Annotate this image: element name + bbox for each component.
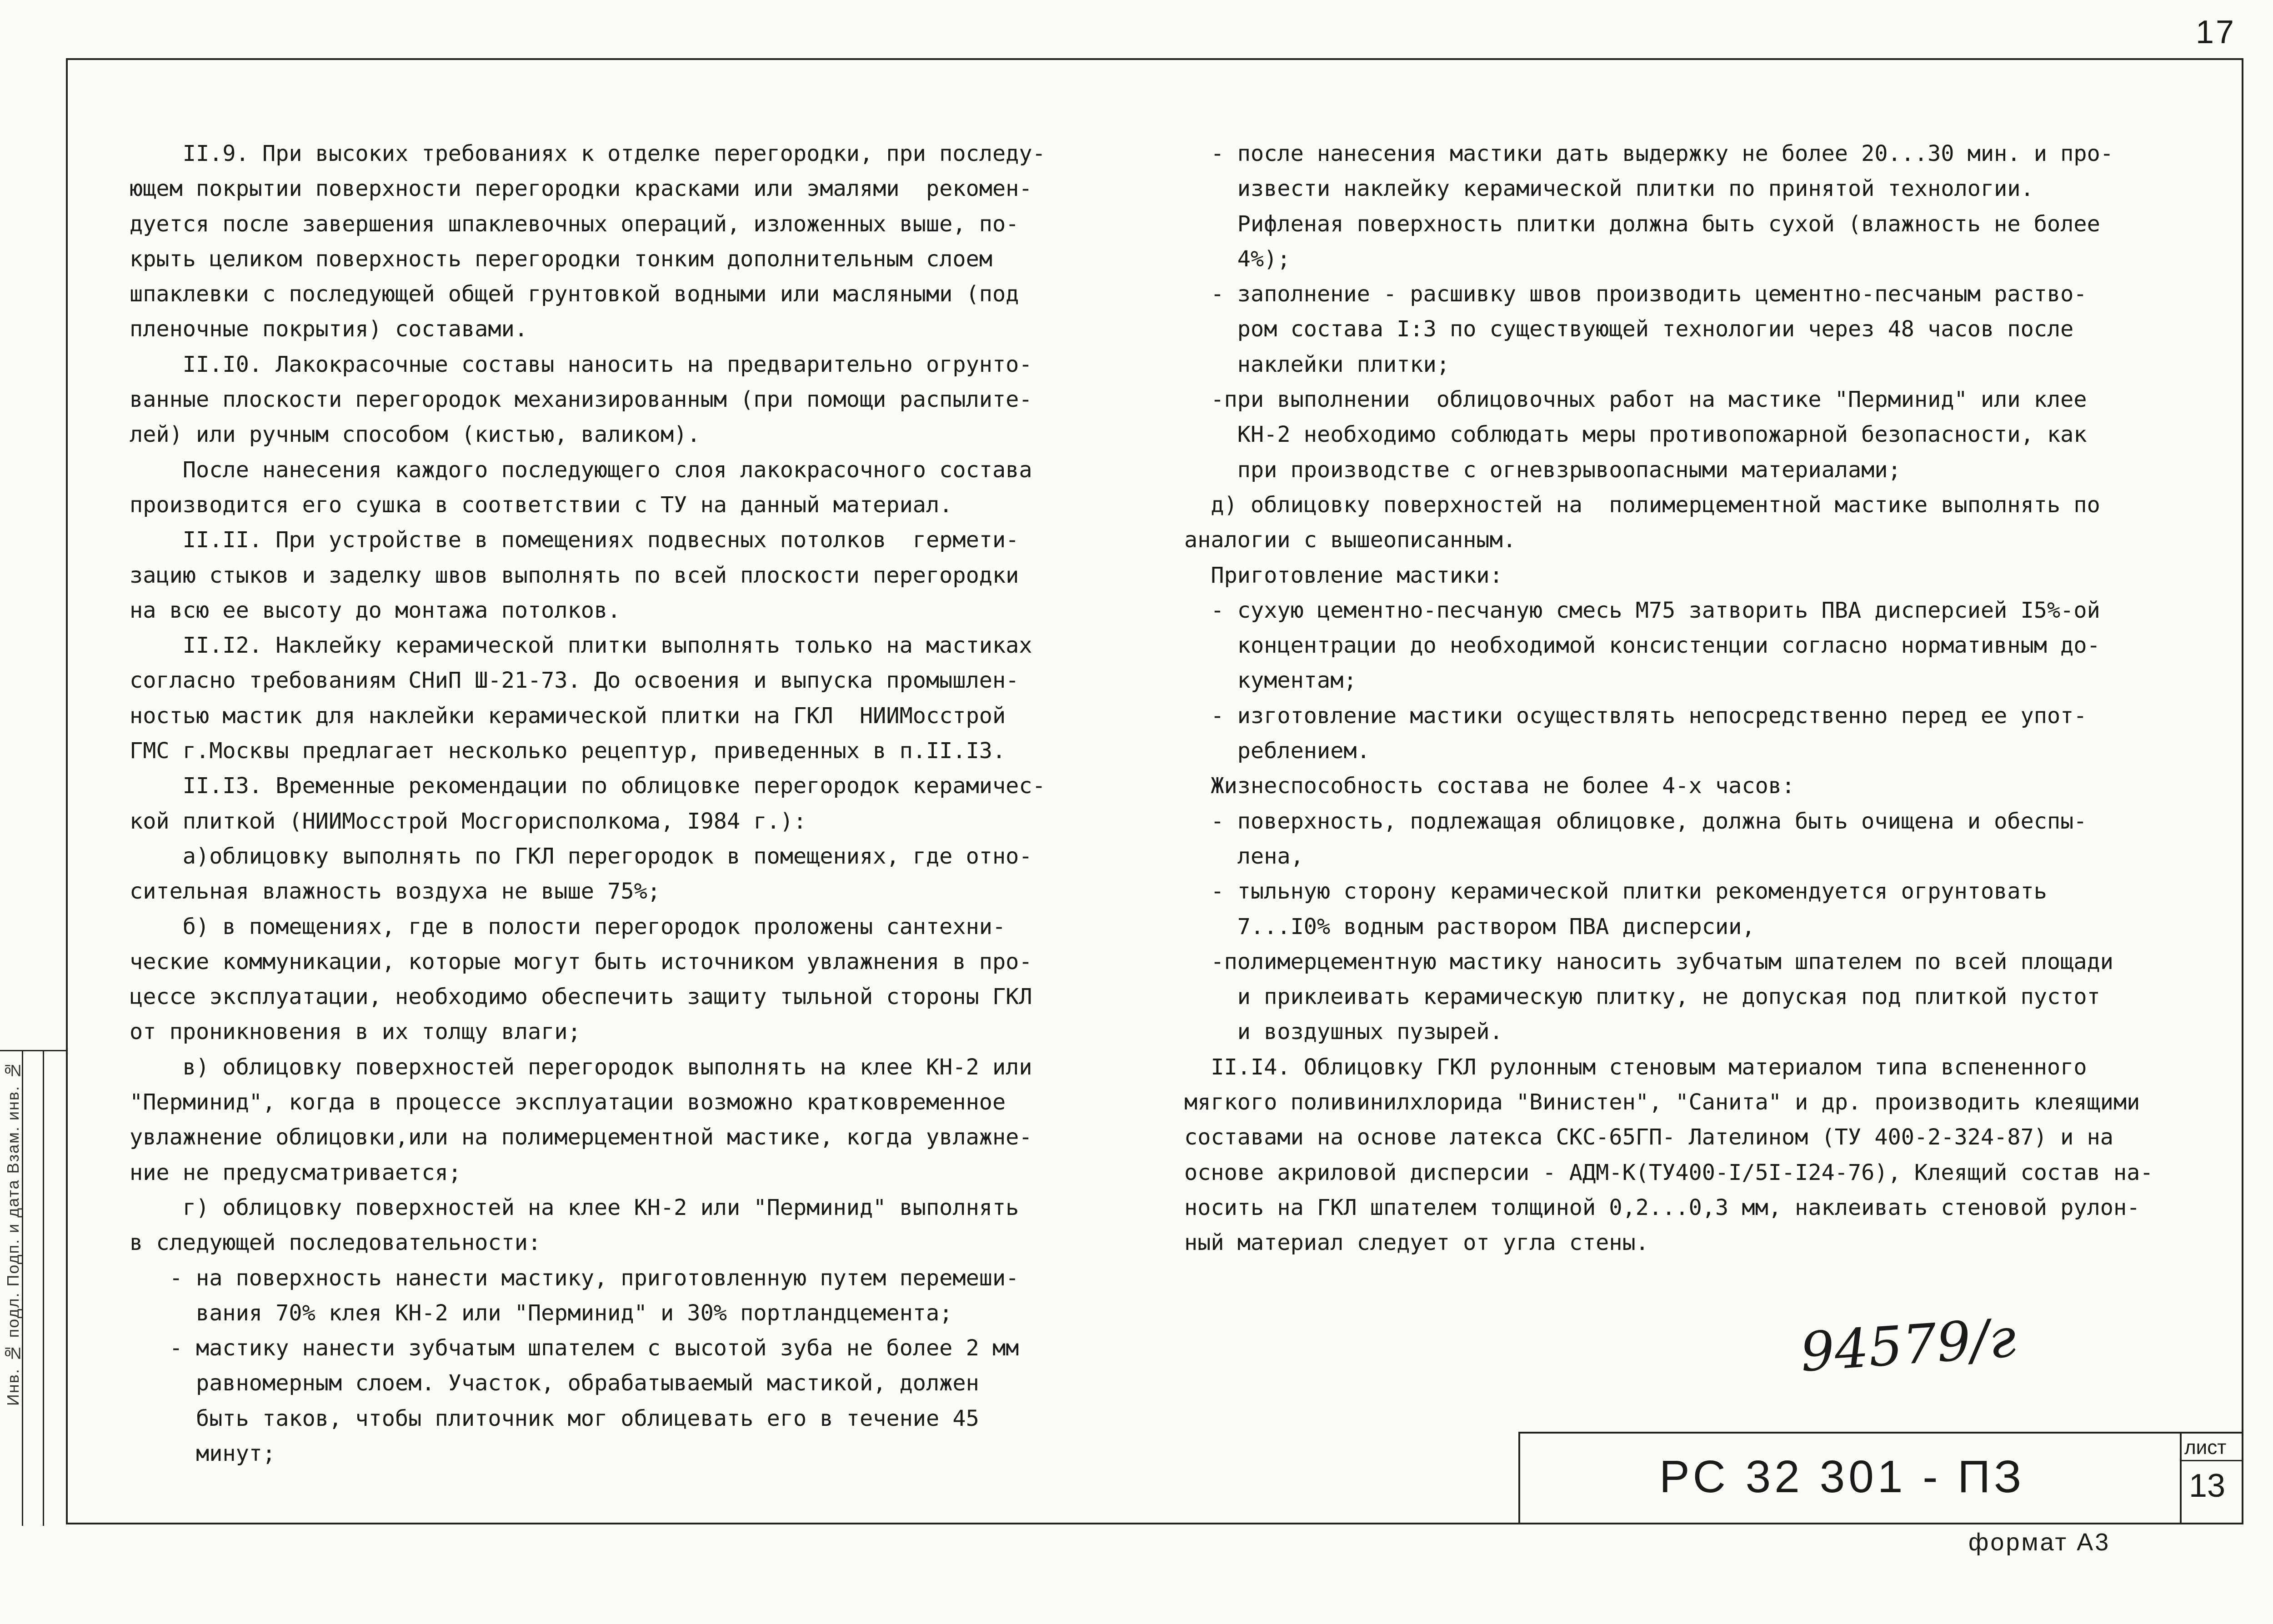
text-line: ческие коммуникации, которые могут быть источником увлажнения в про-	[130, 949, 1032, 974]
text-line: кументам;	[1184, 668, 1357, 694]
text-line: в) облицовку поверхностей перегородок выполнять на клее КН-2 или	[130, 1054, 1032, 1080]
text-line: концентрации до необходимой консистенции согласно нормативным до-	[1184, 633, 2100, 659]
text-line: составами на основе латекса СКС-65ГП- Лателином (ТУ 400-2-324-87) и на	[1184, 1124, 2113, 1150]
text-line: быть таков, чтобы плиточник мог облицевать его в течение 45	[130, 1405, 979, 1431]
text-line: наклейки плитки;	[1184, 351, 1450, 377]
text-line: II.I0. Лакокрасочные составы наносить на предварительно огрунто-	[130, 351, 1032, 377]
sheet-corner-number: 17	[2196, 14, 2236, 50]
text-line: - изготовление мастики осуществлять непосредственно перед ее упот-	[1184, 703, 2087, 729]
text-line: основе акриловой дисперсии - АДМ-К(ТУ400-I/5I-I24-76), Клеящий состав на-	[1184, 1159, 2153, 1185]
strip-label: Инв. № подл. Подп. и дата Взам. инв. №	[4, 1060, 22, 1406]
text-line: аналогии с вышеописанным.	[1184, 527, 1516, 553]
text-line: кой плиткой (НИИМосстрой Мосгорисполкома, I984 г.):	[130, 808, 807, 834]
text-line: дуется после завершения шпаклевочных операций, изложенных выше, по-	[130, 211, 1019, 237]
text-line: ние не предусматривается;	[130, 1159, 461, 1185]
text-line: согласно требованиям СНиП Ш-21-73. До освоения и выпуска промышлен-	[130, 668, 1019, 694]
text-line: Жизнеспособность состава не более 4-х часов:	[1184, 773, 1795, 799]
text-line: ванные плоскости перегородок механизированным (при помощи распылите-	[130, 387, 1032, 413]
text-line: шпаклевки с последующей общей грунтовкой водными или масляными (под	[130, 281, 1019, 307]
sheet-number: 13	[2189, 1468, 2226, 1504]
handwritten-inventory-number: 94579/г	[1798, 1306, 2018, 1384]
text-line: II.I4. Облицовку ГКЛ рулонным стеновым материалом типа вспененного	[1184, 1054, 2087, 1080]
text-line: г) облицовку поверхностей на клее КН-2 или "Перминид" выполнять	[130, 1194, 1019, 1220]
text-line: от проникновения в их толщу влаги;	[130, 1019, 581, 1045]
text-line: вания 70% клея КН-2 или "Перминид" и 30% портландцемента;	[130, 1300, 953, 1326]
text-line: производится его сушка в соответствии с ТУ на данный материал.	[130, 492, 953, 518]
text-line: - поверхность, подлежащая облицовке, должна быть очищена и обеспы-	[1184, 808, 2087, 834]
text-line: ный материал следует от угла стены.	[1184, 1230, 1649, 1256]
text-line: увлажнение облицовки,или на полимерцементной мастике, когда увлажне-	[130, 1124, 1032, 1150]
text-line: сительная влажность воздуха не выше 75%;	[130, 879, 661, 904]
text-line: - мастику нанести зубчатым шпателем с высотой зуба не более 2 мм	[130, 1335, 1019, 1361]
text-line: -при выполнении облицовочных работ на мастике "Перминид" или клее	[1184, 387, 2087, 413]
text-line: II.I2. Наклейку керамической плитки выполнять только на мастиках	[130, 633, 1032, 659]
text-column-left	[130, 136, 1143, 1471]
text-line: II.I3. Временные рекомендации по облицовке перегородок керамичес-	[130, 773, 1046, 799]
text-line: минут;	[130, 1440, 276, 1466]
text-line: извести наклейку керамической плитки по принятой технологии.	[1184, 176, 2034, 202]
text-line: при производстве с огневзрывоопасными материалами;	[1184, 457, 1901, 483]
text-line: - заполнение - расшивку швов производить цементно-песчаным раство-	[1184, 281, 2087, 307]
text-line: а)облицовку выполнять по ГКЛ перегородок в помещениях, где отно-	[130, 843, 1032, 869]
text-line: 4%);	[1184, 246, 1291, 272]
text-line: равномерным слоем. Участок, обрабатываемый мастикой, должен	[130, 1370, 979, 1396]
text-line: д) облицовку поверхностей на полимерцементной мастике выполнять по	[1184, 492, 2100, 518]
format-note: формат А3	[1968, 1529, 2111, 1556]
strip-cell	[22, 1051, 44, 1526]
text-line: - после нанесения мастики дать выдержку не более 20...30 мин. и про-	[1184, 141, 2113, 166]
text-line: лей) или ручным способом (кистью, валиком).	[130, 422, 701, 448]
text-line: и воздушных пузырей.	[1184, 1019, 1503, 1045]
text-line: Рифленая поверхность плитки должна быть сухой (влажность не более	[1184, 211, 2100, 237]
text-line: и приклеивать керамическую плитку, не допуская под плиткой пустот	[1184, 984, 2100, 1010]
text-line: II.9. При высоких требованиях к отделке перегородки, при последу-	[130, 141, 1046, 166]
text-line: 7...I0% водным раствором ПВА дисперсии,	[1184, 914, 1755, 939]
text-line: ностью мастик для наклейки керамической плитки на ГКЛ НИИМосстрой	[130, 703, 1006, 729]
text-line: -полимерцементную мастику наносить зубчатым шпателем по всей площади	[1184, 949, 2113, 974]
text-line: на всю ее высоту до монтажа потолков.	[130, 597, 621, 623]
text-line: "Перминид", когда в процессе эксплуатации возможно кратковременное	[130, 1089, 1006, 1115]
binding-margin-strip	[0, 1050, 66, 1526]
text-line: реблением.	[1184, 738, 1370, 764]
text-line: б) в помещениях, где в полости перегородок проложены сантехни-	[130, 914, 1006, 939]
text-line: пленочные покрытия) составами.	[130, 316, 528, 342]
text-line: крыть целиком поверхность перегородки тонким дополнительным слоем	[130, 246, 992, 272]
text-line: - тыльную сторону керамической плитки рекомендуется огрунтовать	[1184, 879, 2047, 904]
text-line: Приготовление мастики:	[1184, 562, 1503, 588]
text-line: зацию стыков и заделку швов выполнять по всей плоскости перегородки	[130, 562, 1019, 588]
text-line: - сухую цементно-песчаную смесь М75 затворить ПВА дисперсией I5%-ой	[1184, 597, 2100, 623]
document-designation: РС 32 301 - ПЗ	[1659, 1451, 2025, 1502]
text-line: ром состава I:3 по существующей технологии через 48 часов после	[1184, 316, 2074, 342]
text-line: цессе эксплуатации, необходимо обеспечить защиту тыльной стороны ГКЛ	[130, 984, 1032, 1010]
text-line: После нанесения каждого последующего слоя лакокрасочного состава	[130, 457, 1032, 483]
text-line: - на поверхность нанести мастику, приготовленную путем перемеши-	[130, 1265, 1019, 1291]
text-line: ГМС г.Москвы предлагает несколько рецептур, приведенных в п.II.I3.	[130, 738, 1006, 764]
text-line: в следующей последовательности:	[130, 1230, 541, 1256]
text-line: мягкого поливинилхлорида "Винистен", "Санита" и др. производить клеящими	[1184, 1089, 2140, 1115]
text-line: КН-2 необходимо соблюдать меры противопожарной безопасности, как	[1184, 422, 2087, 448]
text-line: II.II. При устройстве в помещениях подвесных потолков гермети-	[130, 527, 1019, 553]
text-column-right	[1184, 136, 2243, 1261]
sheet-label: лист	[2184, 1436, 2227, 1459]
text-line: носить на ГКЛ шпателем толщиной 0,2...0,3 мм, наклеивать стеновой рулон-	[1184, 1194, 2140, 1220]
text-line: ющем покрытии поверхности перегородки красками или эмалями рекомен-	[130, 176, 1032, 202]
text-line: лена,	[1184, 843, 1304, 869]
